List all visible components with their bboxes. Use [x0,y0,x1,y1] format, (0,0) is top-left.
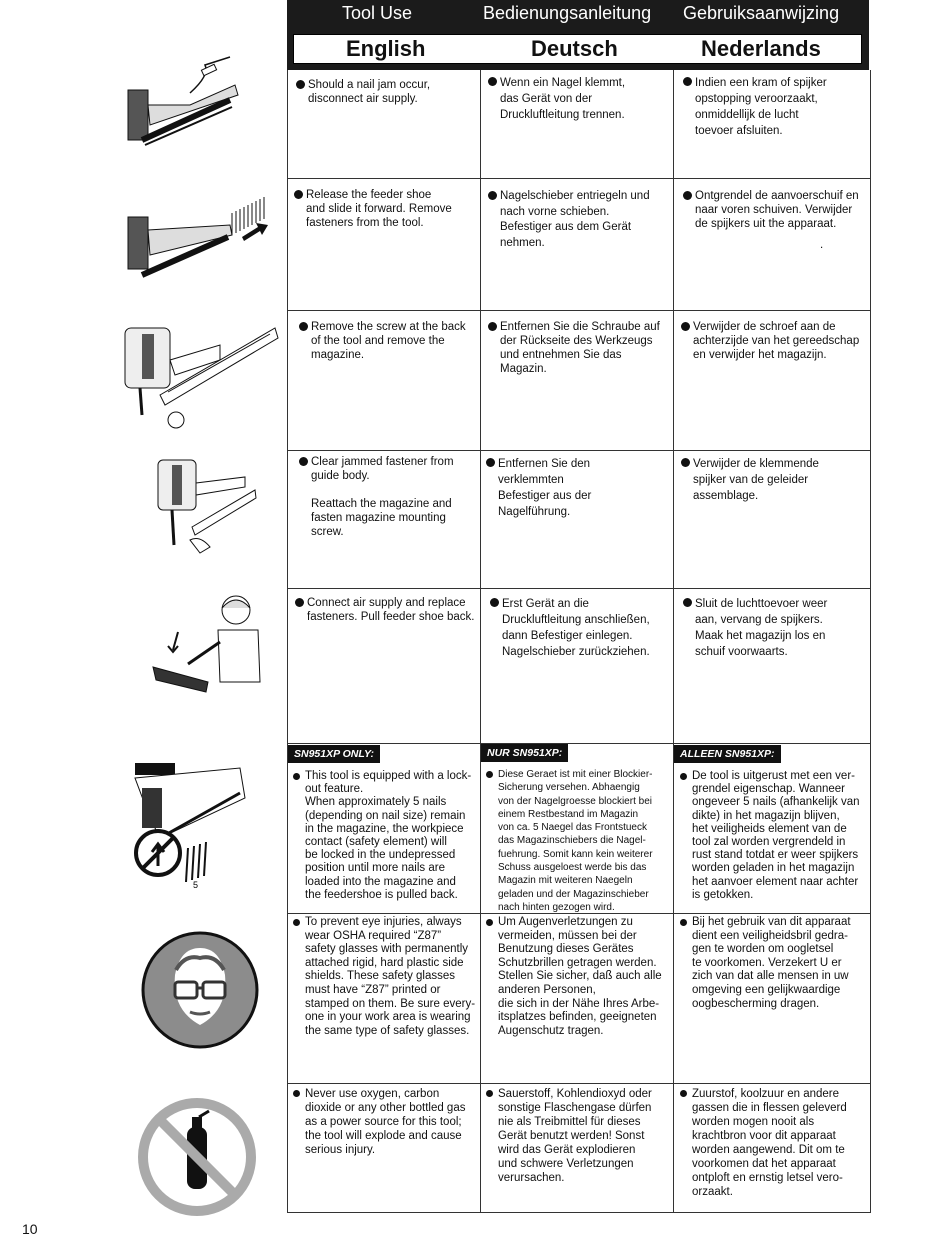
bullet-icon [296,80,305,89]
row8-en: Never use oxygen, carbon dioxide or any other bottled gas as a power source for this tool; the tool will explode and cause serious injury. [293,1087,479,1157]
bullet-icon [488,77,497,86]
language-de: Deutsch [531,36,618,61]
row4-nl: Verwijder de klemmende spijker van de geleider assemblage. [681,456,871,504]
row8-nl: Zuurstof, koolzuur en andere gassen die in flessen geleverd worden mogen nooit als krachtbron voor dit apparaat worden aangewend. Dit om te voorkomen dat het apparaat ontploft en ernstig letsel vero- orzaakt. [680,1087,870,1199]
col-title-en: Tool Use [342,3,413,23]
row6-en: This tool is equipped with a lock- out feature. When approximately 5 nails (depending on nail size) remain in the magazine, the workpiece contact (safety element) will be locked in the undepressed position until more nails are loaded into the magazine and the feedershoe is pulled back. [293,770,479,902]
lockout-nailer-detail-illustration [130,758,255,888]
row6-de: Diese Geraet ist mit einer Blockier- Sicherung versehen. Abhaengig von der Nagelgroesse blockiert bei einem Restbestand im Magazin von ca. 5 Naegel das Frontstueck das Magazinschiebers die Nagel- fuehrung. Somit kann kein weiterer Schuss ausgeloest werde bis das Magazin mit weiteren Naegeln geladen und der Magazinschieber nach hinten gezogen wird. [486,768,672,914]
row4-de: Entfernen Sie den verklemmten Befestiger aus der Nagelführung. [486,456,670,520]
row7-nl: Bij het gebruik van dit apparaat dient een veiligheidsbril gedra- gen te worden om oogletsel te voorkomen. Verzekert U er zich van dat alle mensen in uw omgeving een gelijkwaardige oogbescherming dragen. [680,916,870,1011]
col-title-nl: Gebruiksaanwijzing [683,3,840,23]
bullet-icon [486,1090,493,1097]
row3-en: Remove the screw at the back of the tool and remove the magazine. [299,320,479,362]
col-title-de: Bedienungsanleitung [483,3,652,23]
bullet-icon [299,457,308,466]
nailer-clear-jam-illustration [150,455,260,555]
no-bottled-gas-icon [135,1095,260,1220]
bullet-icon [293,1090,300,1097]
bullet-icon [680,919,687,926]
language-nl: Nederlands [701,36,821,61]
bullet-icon [293,773,300,780]
row2-de: Nagelschieber entriegeln und nach vorne schieben. Befestiger aus dem Gerät nehmen. [488,189,672,251]
row4-en: Clear jammed fastener from guide body. Reattach the magazine and fasten magazine mounting screw. [299,455,479,539]
instruction-table [287,70,871,1213]
model-tag-de: NUR SN951XP: [481,744,568,762]
row2-nl-extra: . [820,239,824,251]
nail-count-label: 5 [193,880,199,888]
table-header [287,0,869,70]
bullet-icon [486,771,493,778]
bullet-icon [490,598,499,607]
language-en: English [346,36,426,61]
row3-de: Entfernen Sie die Schraube auf der Rückseite des Werkzeugs und entnehmen Sie das Magazin. [488,320,672,376]
row1-de: Wenn ein Nagel klemmt, das Gerät von der Druckluftleitung trennen. [488,75,668,123]
nailer-magazine-screw-illustration [120,320,280,430]
bullet-icon [488,191,497,200]
row5-de: Erst Gerät an die Druckluftleitung anschließen, dann Befestiger einlegen. Nagelschieber zurückziehen. [490,596,674,660]
bullet-icon [295,598,304,607]
row7-de: Um Augenverletzungen zu vermeiden, müssen bei der Benutzung dieses Gerätes Schutzbrillen getragen werden. Stellen Sie sicher, daß auch alle anderen Personen, die sich in der Nähe Ihres Arbe- itsplatzes befinden, geeigneten Augenschutz tragen. [486,916,672,1038]
bullet-icon [488,322,497,331]
row2-nl: Ontgrendel de aanvoerschuif en naar voren schuiven. Verwijder de spijkers uit the apparaat. [683,189,868,231]
bullet-icon [683,191,692,200]
bullet-icon [681,322,690,331]
nailer-air-disconnect-illustration [120,55,245,175]
bullet-icon [294,190,303,199]
safety-glasses-icon [140,930,260,1050]
row1-en: Should a nail jam occur, disconnect air supply. [296,78,476,106]
row2-en: Release the feeder shoe and slide it forward. Remove fasteners from the tool. [294,188,478,230]
bullet-icon [683,598,692,607]
bullet-icon [293,919,300,926]
bullet-icon [683,77,692,86]
bullet-icon [681,458,690,467]
bullet-icon [299,322,308,331]
row1-nl: Indien een kram of spijker opstopping veroorzaakt, onmiddellijk de lucht toevoer afsluiten. [683,75,868,139]
bullet-icon [680,773,687,780]
model-tag-nl: ALLEEN SN951XP: [674,745,781,763]
nailer-feeder-shoe-illustration [120,195,275,295]
worker-loading-nailer-illustration [148,592,268,702]
row3-nl: Verwijder de schroef aan de achterzijde van het gereedschap en verwijder het magazijn. [681,320,871,362]
bullet-icon [486,919,493,926]
row6-nl: De tool is uitgerust met een ver- grendel eigenschap. Wanneer ongeveer 5 nails (afhankelijk van dikte) in het magazijn blijven, het veiligheids element van de tool zal worden vergrendeld in rust stand totdat er weer spijkers worden geladen in het magazijn het aanvoer element naar achter is getokken. [680,770,870,902]
page-number: 10 [22,1221,38,1237]
bullet-icon [680,1090,687,1097]
model-tag-en: SN951XP ONLY: [288,745,380,763]
row8-de: Sauerstoff, Kohlendioxyd oder sonstige Flaschengase dürfen nie als Treibmittel für dieses Gerät benutzt werden! Sonst wird das Gerät explodieren und schwere Verletzungen verursachen. [486,1087,672,1185]
bullet-icon [486,458,495,467]
row5-en: Connect air supply and replace fasteners. Pull feeder shoe back. [295,596,479,624]
row5-nl: Sluit de luchttoevoer weer aan, vervang de spijkers. Maak het magazijn los en schuif voorwaarts. [683,596,873,660]
row7-en: To prevent eye injuries, always wear OSHA required “Z87” safety glasses with permanently attached rigid, hard plastic side shields. These safety glasses must have “Z87” printed or stamped on them. Be sure every- one in your work area is wearing the same type of safety glasses. [293,916,479,1038]
language-bar [293,34,862,64]
